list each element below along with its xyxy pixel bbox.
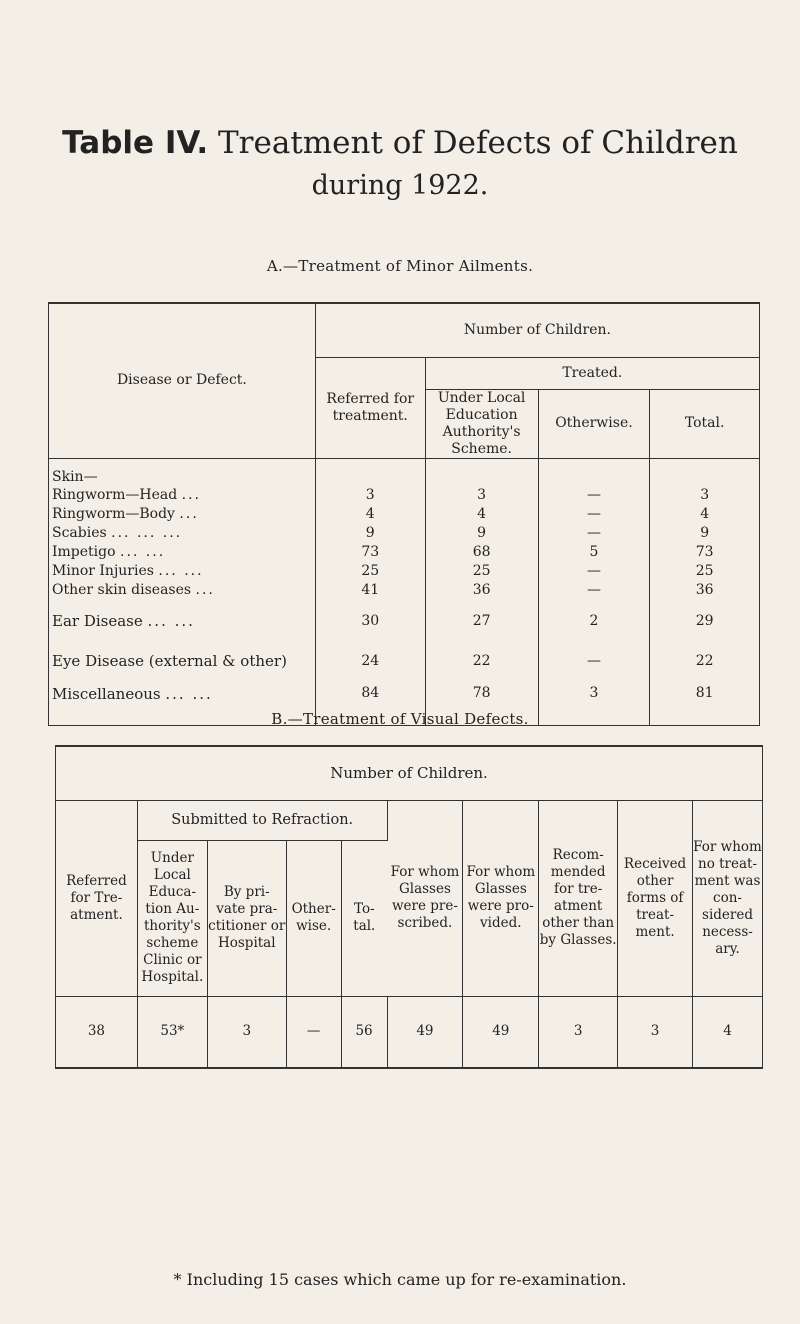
private-value: 3 [207,996,286,1068]
header-provided: For whom Glasses were pro- vided. [463,800,539,996]
header-private: By pri- vate pra- ctitioner or Hospital [207,840,286,996]
received-value: 3 [618,996,693,1068]
otherwise-value: — [538,523,650,542]
otherwise-value: 2 [538,599,650,643]
total-value: 3 [700,486,710,503]
row-label: Ringworm—Body [52,505,175,522]
referred-value: 3 [315,485,425,504]
under-value: 78 [425,679,538,725]
section-a-heading: A.—Treatment of Minor Ailments. [266,257,534,275]
row-label: Ringworm—Head [52,486,178,503]
table-row: Impetigo ... ... 73 68 5 73 [49,542,760,561]
table-row: Ringworm—Body ... 4 4 — 4 [49,504,760,523]
under-value: 4 [425,504,538,523]
under-value: 68 [425,542,538,561]
under-value: 22 [425,643,538,679]
section-b-heading: B.—Treatment of Visual Defects. [271,710,529,728]
otherwise-value: 3 [538,679,650,725]
footnote: * Including 15 cases which came up for re-examination. [173,1270,627,1289]
referred-value: 30 [315,599,425,643]
otherwise-value: — [538,580,650,599]
header-under-local: Under Local Education Authority's Scheme. [425,389,538,458]
row-label: Scabies [52,524,107,541]
header-treated: Treated. [425,357,759,389]
header-received: Received other forms of treat- ment. [618,800,693,996]
total-value: 22 [695,653,714,669]
under-value: 9 [425,523,538,542]
referred-value: 41 [315,580,425,599]
referred-value: 73 [315,542,425,561]
recommended-value: 3 [539,996,618,1068]
under-value: 27 [425,599,538,643]
table-row [56,996,763,1068]
total-value: 73 [695,543,714,560]
row-label: Ear Disease [52,612,143,630]
referred-value: 25 [315,561,425,580]
total-value: 36 [695,581,714,598]
otherwise-value: — [538,561,650,580]
row-label: Eye Disease (external & other) [52,652,287,670]
table-subtitle: during 1922. [311,170,489,201]
referred-value: 9 [315,523,425,542]
referred-value: 84 [315,679,425,725]
header-submitted: Submitted to Refraction. [137,800,387,840]
header-total: Total. [650,389,760,458]
table-row: Ringworm—Head ... 3 3 — 3 [49,485,760,504]
total-value: 4 [700,505,710,522]
row-label: Minor Injuries [52,562,154,579]
otherwise-value: — [538,485,650,504]
no-treatment-value: 4 [723,1023,732,1040]
under-value: 36 [425,580,538,599]
header-prescribed: For whom Glasses were pre- scribed. [387,800,463,996]
header-disease: Disease or Defect. [49,303,316,458]
header-total-b: To- tal. [341,840,387,996]
table-row [49,643,760,679]
header-number-of-children: Number of Children. [315,303,759,357]
header-referred: Referred for treatment. [315,357,425,458]
prescribed-value: 49 [387,996,463,1068]
total-value: 25 [695,562,714,579]
header-number-of-children-b: Number of Children. [56,746,763,800]
row-label: Miscellaneous [52,685,161,703]
table-title [0,125,800,161]
under-value: 25 [425,561,538,580]
table-row: Ear Disease ... ... 30 27 2 29 [49,599,760,643]
header-no-treatment: For whom no treat- ment was con- sidered necess- ary. [693,800,763,996]
table-row: Miscellaneous ... ... 84 78 3 81 [49,679,760,725]
visual-defects-table [55,745,763,1069]
header-recommended: Recom- mended for tre- atment other than by Glasses. [539,800,618,996]
provided-value: 49 [463,996,539,1068]
total-value-b: 56 [341,996,387,1068]
skin-heading: Skin— [49,458,316,485]
header-referred-b: Referred for Tre- atment. [56,800,138,996]
total-value: 9 [700,524,710,541]
referred-value: 24 [315,643,425,679]
table-row: Minor Injuries ... ... 25 25 — 25 [49,561,760,580]
header-otherwise-b: Other- wise. [286,840,341,996]
under-value: 3 [425,485,538,504]
referred-value: 4 [315,504,425,523]
otherwise-value: 5 [538,542,650,561]
table-row: Scabies ... ... ... 9 9 — 9 [49,523,760,542]
total-value: 29 [695,613,714,629]
table-number: Table IV. [62,125,209,161]
referred-value-b: 38 [56,996,138,1068]
otherwise-value: — [538,643,650,679]
otherwise-value-b: — [286,996,341,1068]
row-label: Other skin diseases [52,581,192,598]
under-value-b: 53* [137,996,207,1068]
header-under-local-b: Under Local Educa- tion Au- thority's scheme Clinic or Hospital. [137,840,207,996]
otherwise-value: — [538,504,650,523]
total-value: 81 [695,685,714,701]
row-label: Impetigo [52,543,116,560]
table-title-text: Treatment of Defects of Children [218,125,738,161]
header-otherwise: Otherwise. [538,389,650,458]
table-row: Other skin diseases ... 41 36 — 36 [49,580,760,599]
minor-ailments-table [48,302,760,726]
